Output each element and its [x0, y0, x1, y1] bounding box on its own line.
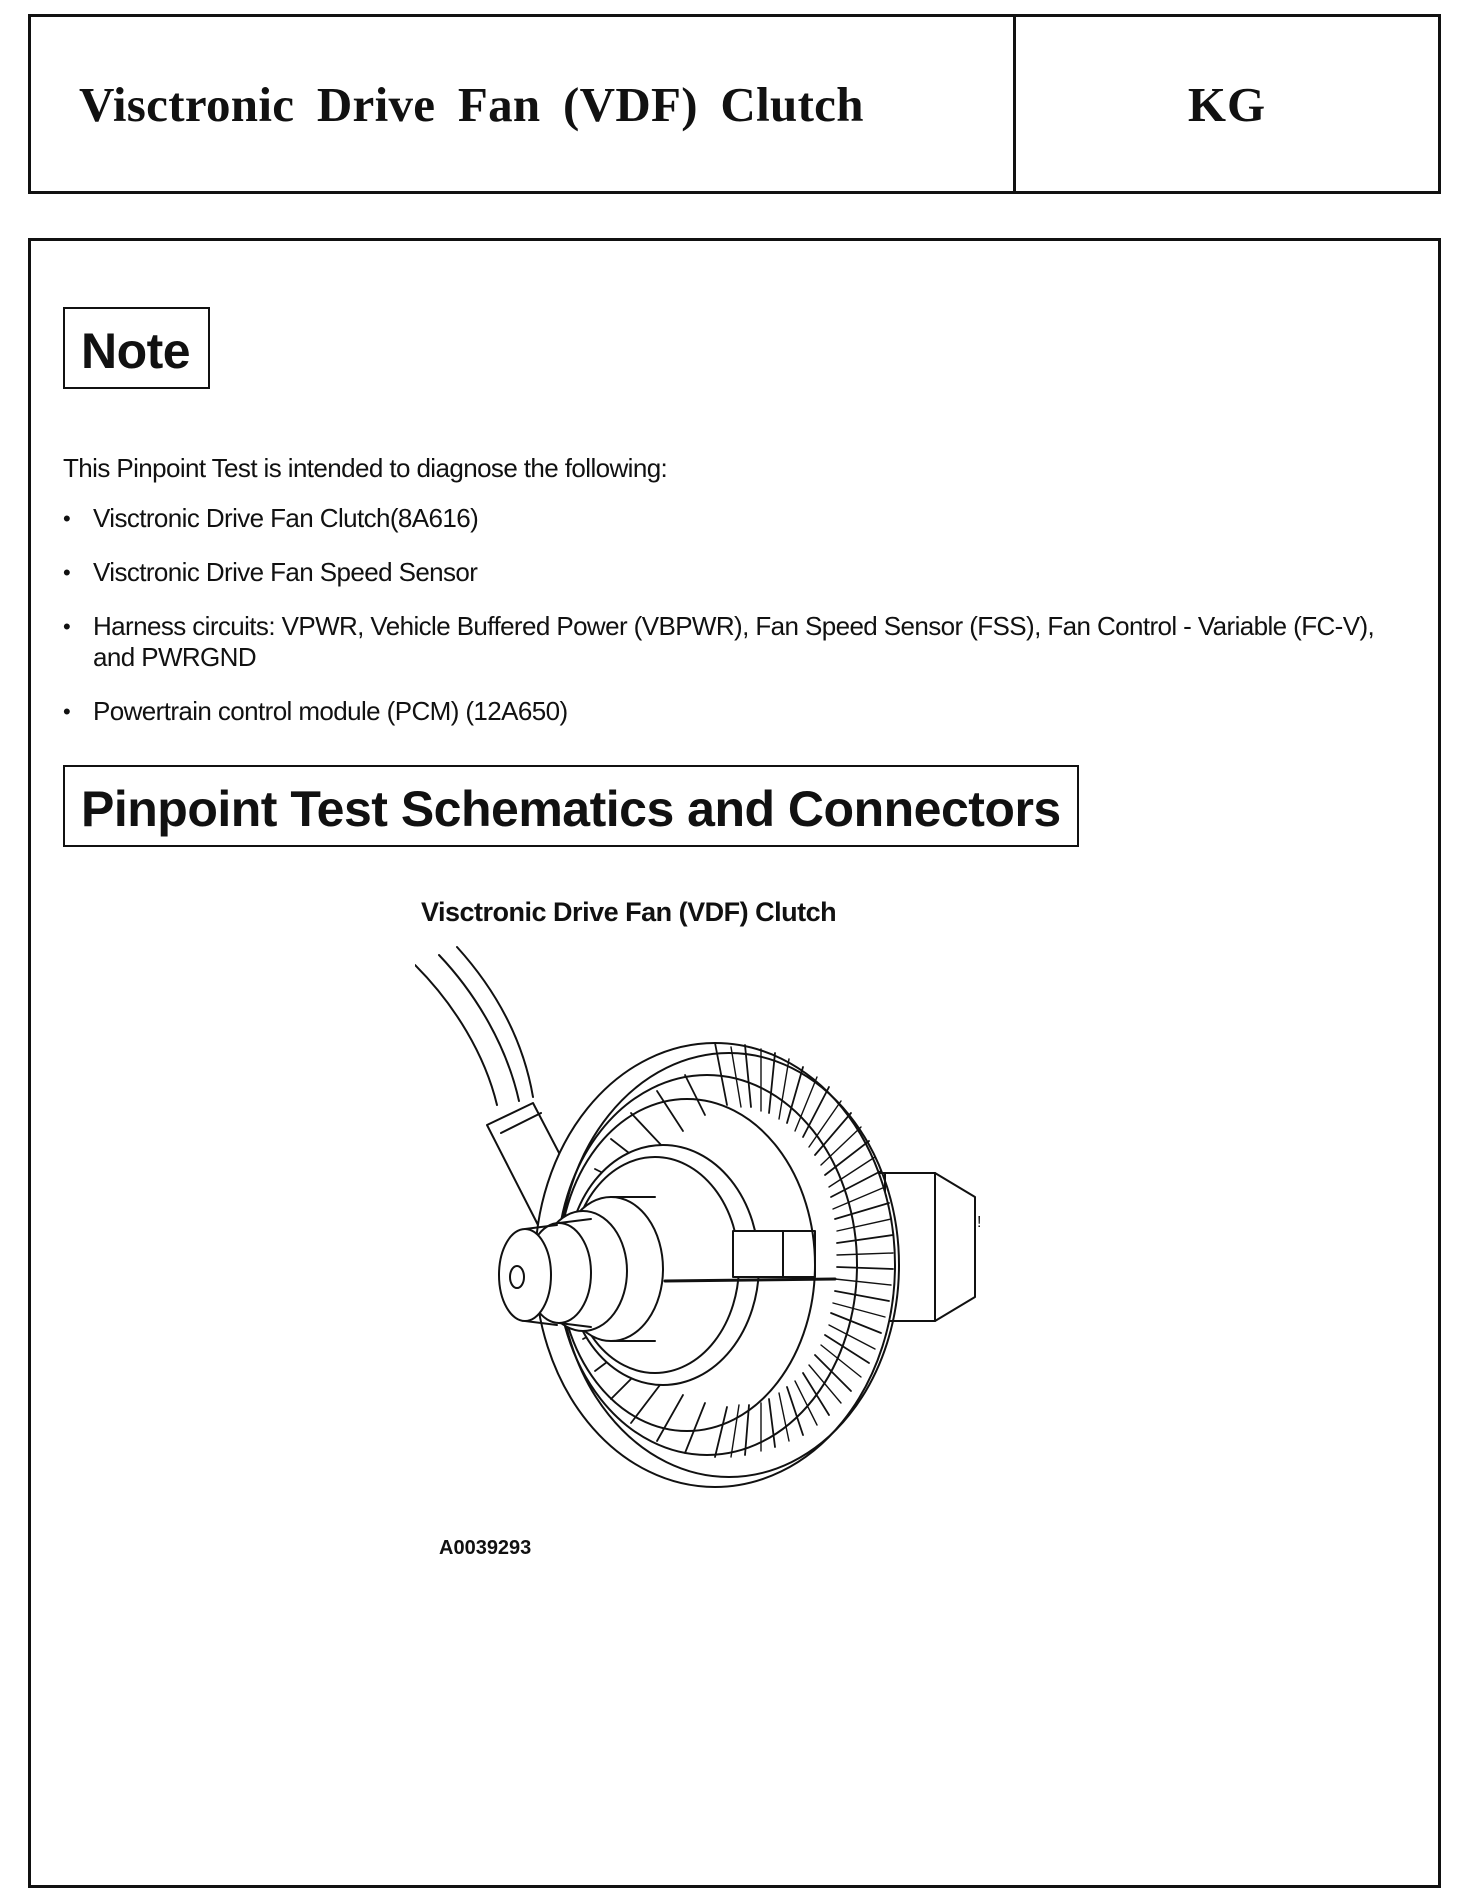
- schematics-heading: Pinpoint Test Schematics and Connectors: [63, 765, 1079, 847]
- list-item: • Visctronic Drive Fan Clutch(8A616): [63, 503, 1403, 534]
- list-item: • Powertrain control module (PCM) (12A650): [63, 696, 1403, 727]
- list-item: • Visctronic Drive Fan Speed Sensor: [63, 557, 1403, 588]
- figure-id: A0039293: [439, 1537, 532, 1559]
- fan-clutch-illustration: [415, 935, 1115, 1535]
- figure-title: Visctronic Drive Fan (VDF) Clutch: [421, 897, 837, 927]
- header-code-cell: [1016, 17, 1438, 191]
- main-content-box: [28, 238, 1441, 1888]
- diagnose-list: [63, 503, 1403, 750]
- note-intro: This Pinpoint Test is intended to diagnose the following:: [63, 453, 668, 483]
- section-code: KG: [1187, 76, 1267, 132]
- note-heading: Note: [63, 307, 210, 389]
- svg-text:!: !: [977, 1214, 982, 1231]
- page-title: Visctronic Drive Fan (VDF) Clutch: [79, 76, 864, 132]
- list-item: • Harness circuits: VPWR, Vehicle Buffered Power (VBPWR), Fan Speed Sensor (FSS), Fan Control - Variable (FC-V), and PWRGND: [63, 611, 1403, 673]
- header-box: [28, 14, 1441, 194]
- header-title-cell: [31, 17, 1016, 191]
